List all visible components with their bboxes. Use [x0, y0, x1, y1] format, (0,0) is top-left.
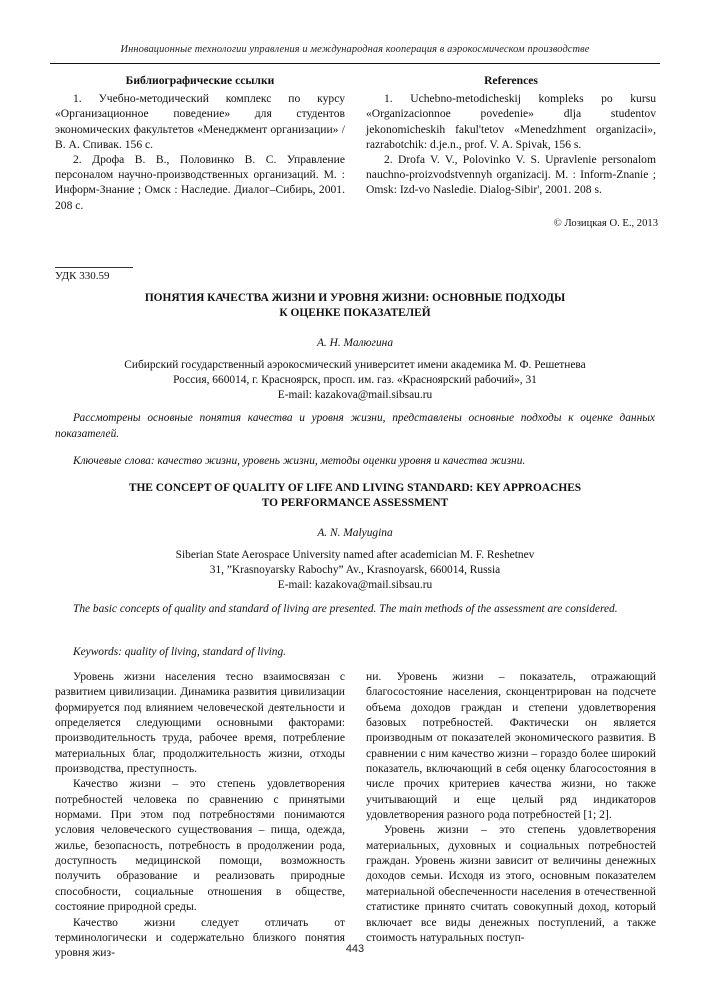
bibliography-heading: Библиографические ссылки [125, 74, 275, 87]
references-heading: References [484, 74, 538, 87]
keywords-ru: Ключевые слова: качество жизни, уровень жизни, методы оценки уровня и качества жизни. [73, 455, 526, 467]
affiliation-line: Сибирский государственный аэрокосмический университет имени академика М. Ф. Решетнева [124, 359, 586, 371]
page-number: 443 [345, 943, 365, 955]
running-head: Инновационные технологии управления и международная кооперация в аэрокосмическом производстве [120, 44, 590, 55]
copyright-note: © Лозицкая О. Е., 2013 [553, 218, 658, 229]
references-en [366, 73, 656, 198]
keywords-en: Keywords: quality of living, standard of living. [73, 646, 287, 658]
reference-item: 2. Drofa V. V., Polovinko V. S. Upravlenie personalom nauchno-proizvodstvennyh organizacij. M. : Inform-Znanie ; Omsk: Izd-vo Nasledie. Dialog-Sibir', 2001. 208 s. [366, 153, 656, 197]
body-paragraph: Качество жизни следует отличать от терминологически и содержательно близкого понятия уровня жиз- [55, 915, 345, 960]
author-ru: А. Н. Малюгина [316, 337, 394, 349]
affiliation-ru [55, 358, 655, 402]
body-column-left [55, 669, 345, 961]
title-line: К ОЦЕНКЕ ПОКАЗАТЕЛЕЙ [279, 306, 431, 319]
udk-code: УДК 330.59 [55, 270, 110, 282]
author-en: A. N. Malyugina [317, 527, 393, 539]
body-paragraph: Уровень жизни населения тесно взаимосвязан с развитием цивилизации. Динамика развития цивилизации формируется под влиянием человеческой деятельности и определяется следующими основными факторами: производительность труда, рабочее время, потребление материальных благ, продолжительность жизни, отходы производства, преступность. [55, 670, 345, 776]
abstract-en: The basic concepts of quality and standard of living are presented. The main methods of the assessment are considered. [73, 603, 618, 615]
email: E-mail: kazakova@mail.sibsau.ru [277, 388, 433, 401]
bibliography-ru [55, 73, 345, 213]
body-paragraph: Качество жизни – это степень удовлетворения потребностей человека по сравнению с принятыми нормами. При этом под потребностями понимаются условия человеческого существования – пища, одежда, жилье, безопасность, потребность в продолжении рода, доступность медицинской помощи, возможность получить образование и реализовать природные способности, социальные отношения в обществе, состояние природной среды. [55, 777, 345, 914]
reference-item: 1. Учебно-методический комплекс по курсу «Организационное поведение» для студентов экономических факультетов «Менеджмент организации» / В. А. Спивак. 156 с. [55, 92, 345, 151]
udk-rule [55, 267, 133, 268]
title-line: TO PERFORMANCE ASSESSMENT [261, 496, 449, 509]
reference-item: 1. Uchebno-metodicheskij kompleks po kursu «Organizacionnoe povedenie» dlja studentov jekonomicheskih fakul'tetov «Menedzhment organizacii», razrabotchik: d.je.n., prof. V. A. Spivak, 156 s. [366, 92, 656, 151]
affiliation-line: Siberian State Aerospace University named after academician M. F. Reshetnev [175, 549, 535, 561]
article-title-ru [55, 291, 655, 320]
abstract-ru: Рассмотрены основные понятия качества и уровня жизни, представлены основные подходы к оценке данных показателей. [55, 412, 655, 440]
article-title-en [55, 481, 655, 510]
reference-item: 2. Дрофа В. В., Половинко В. С. Управление персоналом научно-производственных организаций. М. : Информ-Знание ; Омск : Наследие. Диалог–Сибирь, 2001. 208 с. [55, 153, 345, 212]
body-paragraph: ни. Уровень жизни – показатель, отражающий благосостояние населения, сконцентрирован на подсчете объема доходов граждан и степени удовлетворения базовых потребностей. Фактически он является производным от показателей экономического развития. В сравнении с ним качество жизни – гораздо более широкий показатель, включающий в себя оценку благосостояния в числе прочих критериев качества жизни, но также учитывающий и еще целый ряд индикаторов удовлетворения разного рода потребностей [1; 2]. [366, 670, 656, 822]
affiliation-line: Россия, 660014, г. Красноярск, просп. им. газ. «Красноярский рабочий», 31 [173, 373, 537, 386]
header-rule [50, 63, 660, 64]
affiliation-line: 31, ”Krasnoyarsky Rabochy” Av., Krasnoyarsk, 660014, Russia [209, 563, 501, 576]
body-column-right [366, 669, 656, 945]
affiliation-en [55, 548, 655, 592]
body-paragraph: Уровень жизни – это степень удовлетворения материальных, духовных и социальных потребностей граждан. Уровень жизни зависит от величины денежных доходов семьи. Исходя из этого, основным показателем материальной обеспеченности населения в отечественной статистике принято считать совокупный доход, который включает все виды денежных поступлений, а также стоимость натуральных поступ- [366, 823, 656, 944]
email: E-mail: kazakova@mail.sibsau.ru [277, 578, 433, 591]
title-line: THE CONCEPT OF QUALITY OF LIFE AND LIVING STANDARD: KEY APPROACHES [128, 482, 582, 494]
title-line: ПОНЯТИЯ КАЧЕСТВА ЖИЗНИ И УРОВНЯ ЖИЗНИ: ОСНОВНЫЕ ПОДХОДЫ [144, 292, 566, 304]
